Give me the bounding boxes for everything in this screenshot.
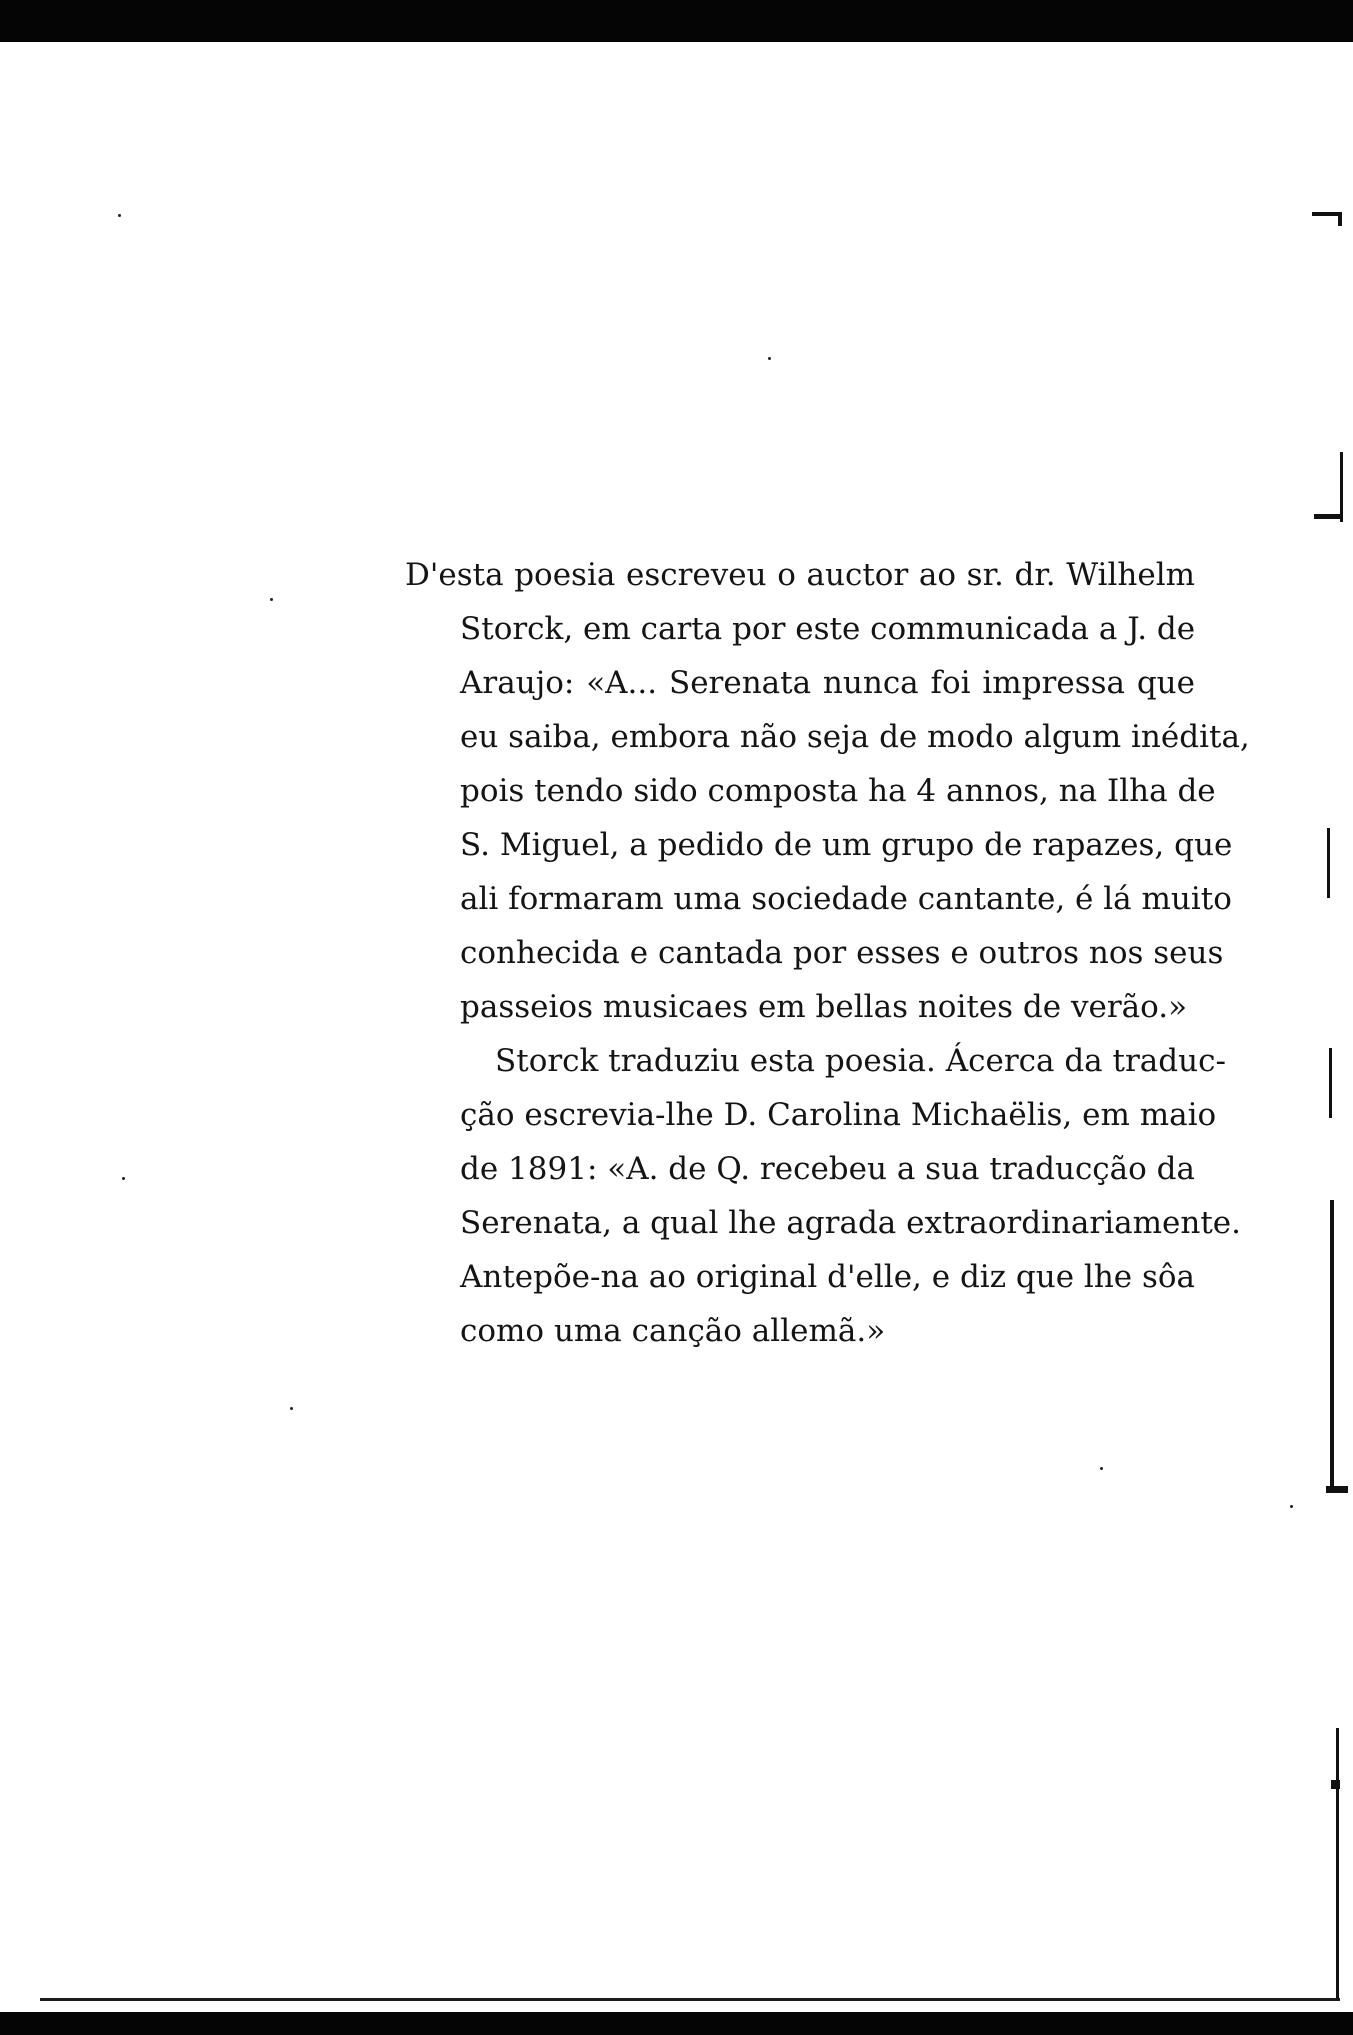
scan-top-border xyxy=(0,0,1353,42)
scan-bottom-border xyxy=(0,2012,1353,2035)
edge-mark xyxy=(1336,1728,1339,1998)
text-line: D'esta poesia escreveu o auctor ao sr. dr. Wilhelm xyxy=(405,557,1195,593)
text-line: Storck traduziu esta poesia. Ácerca da traduc- xyxy=(495,1043,1226,1079)
text-line: Storck, em carta por este communicada a J. de xyxy=(460,611,1196,647)
scan-speck xyxy=(290,1407,293,1410)
scan-speck xyxy=(118,214,121,217)
text-block xyxy=(405,548,1250,1358)
text-line: de 1891: «A. de Q. recebeu a sua traducção da xyxy=(460,1151,1195,1187)
edge-mark xyxy=(1326,1486,1348,1493)
text-line: passeios musicaes em bellas noites de verão.» xyxy=(460,989,1188,1025)
edge-mark xyxy=(1340,452,1343,522)
scan-speck xyxy=(122,1177,125,1180)
text-line: eu saiba, embora não seja de modo algum inédita, xyxy=(460,719,1250,755)
scan-speck xyxy=(1290,1505,1293,1508)
edge-mark xyxy=(1329,1048,1332,1118)
edge-mark xyxy=(1314,514,1342,519)
scan-speck xyxy=(1100,1467,1103,1470)
scan-speck xyxy=(270,598,273,601)
scan-speck xyxy=(768,357,771,360)
text-line: ali formaram uma sociedade cantante, é lá muito xyxy=(460,881,1232,917)
text-line: Araujo: «A... Serenata nunca foi impressa que xyxy=(460,665,1195,701)
text-line: S. Miguel, a pedido de um grupo de rapazes, que xyxy=(460,827,1233,863)
edge-mark xyxy=(1331,1780,1340,1789)
text-line: como uma canção allemã.» xyxy=(460,1313,886,1349)
edge-mark xyxy=(1330,1200,1334,1492)
text-line: ção escrevia-lhe D. Carolina Michaëlis, em maio xyxy=(460,1097,1217,1133)
text-line: Serenata, a qual lhe agrada extraordinariamente. xyxy=(460,1205,1241,1241)
scan-bottom-rule xyxy=(40,1998,1340,2001)
text-line: Antepõe-na ao original d'elle, e diz que lhe sôa xyxy=(460,1259,1196,1295)
edge-mark xyxy=(1338,212,1342,226)
edge-mark xyxy=(1327,828,1330,898)
text-line: pois tendo sido composta ha 4 annos, na Ilha de xyxy=(460,773,1216,809)
text-line: conhecida e cantada por esses e outros nos seus xyxy=(460,935,1224,971)
